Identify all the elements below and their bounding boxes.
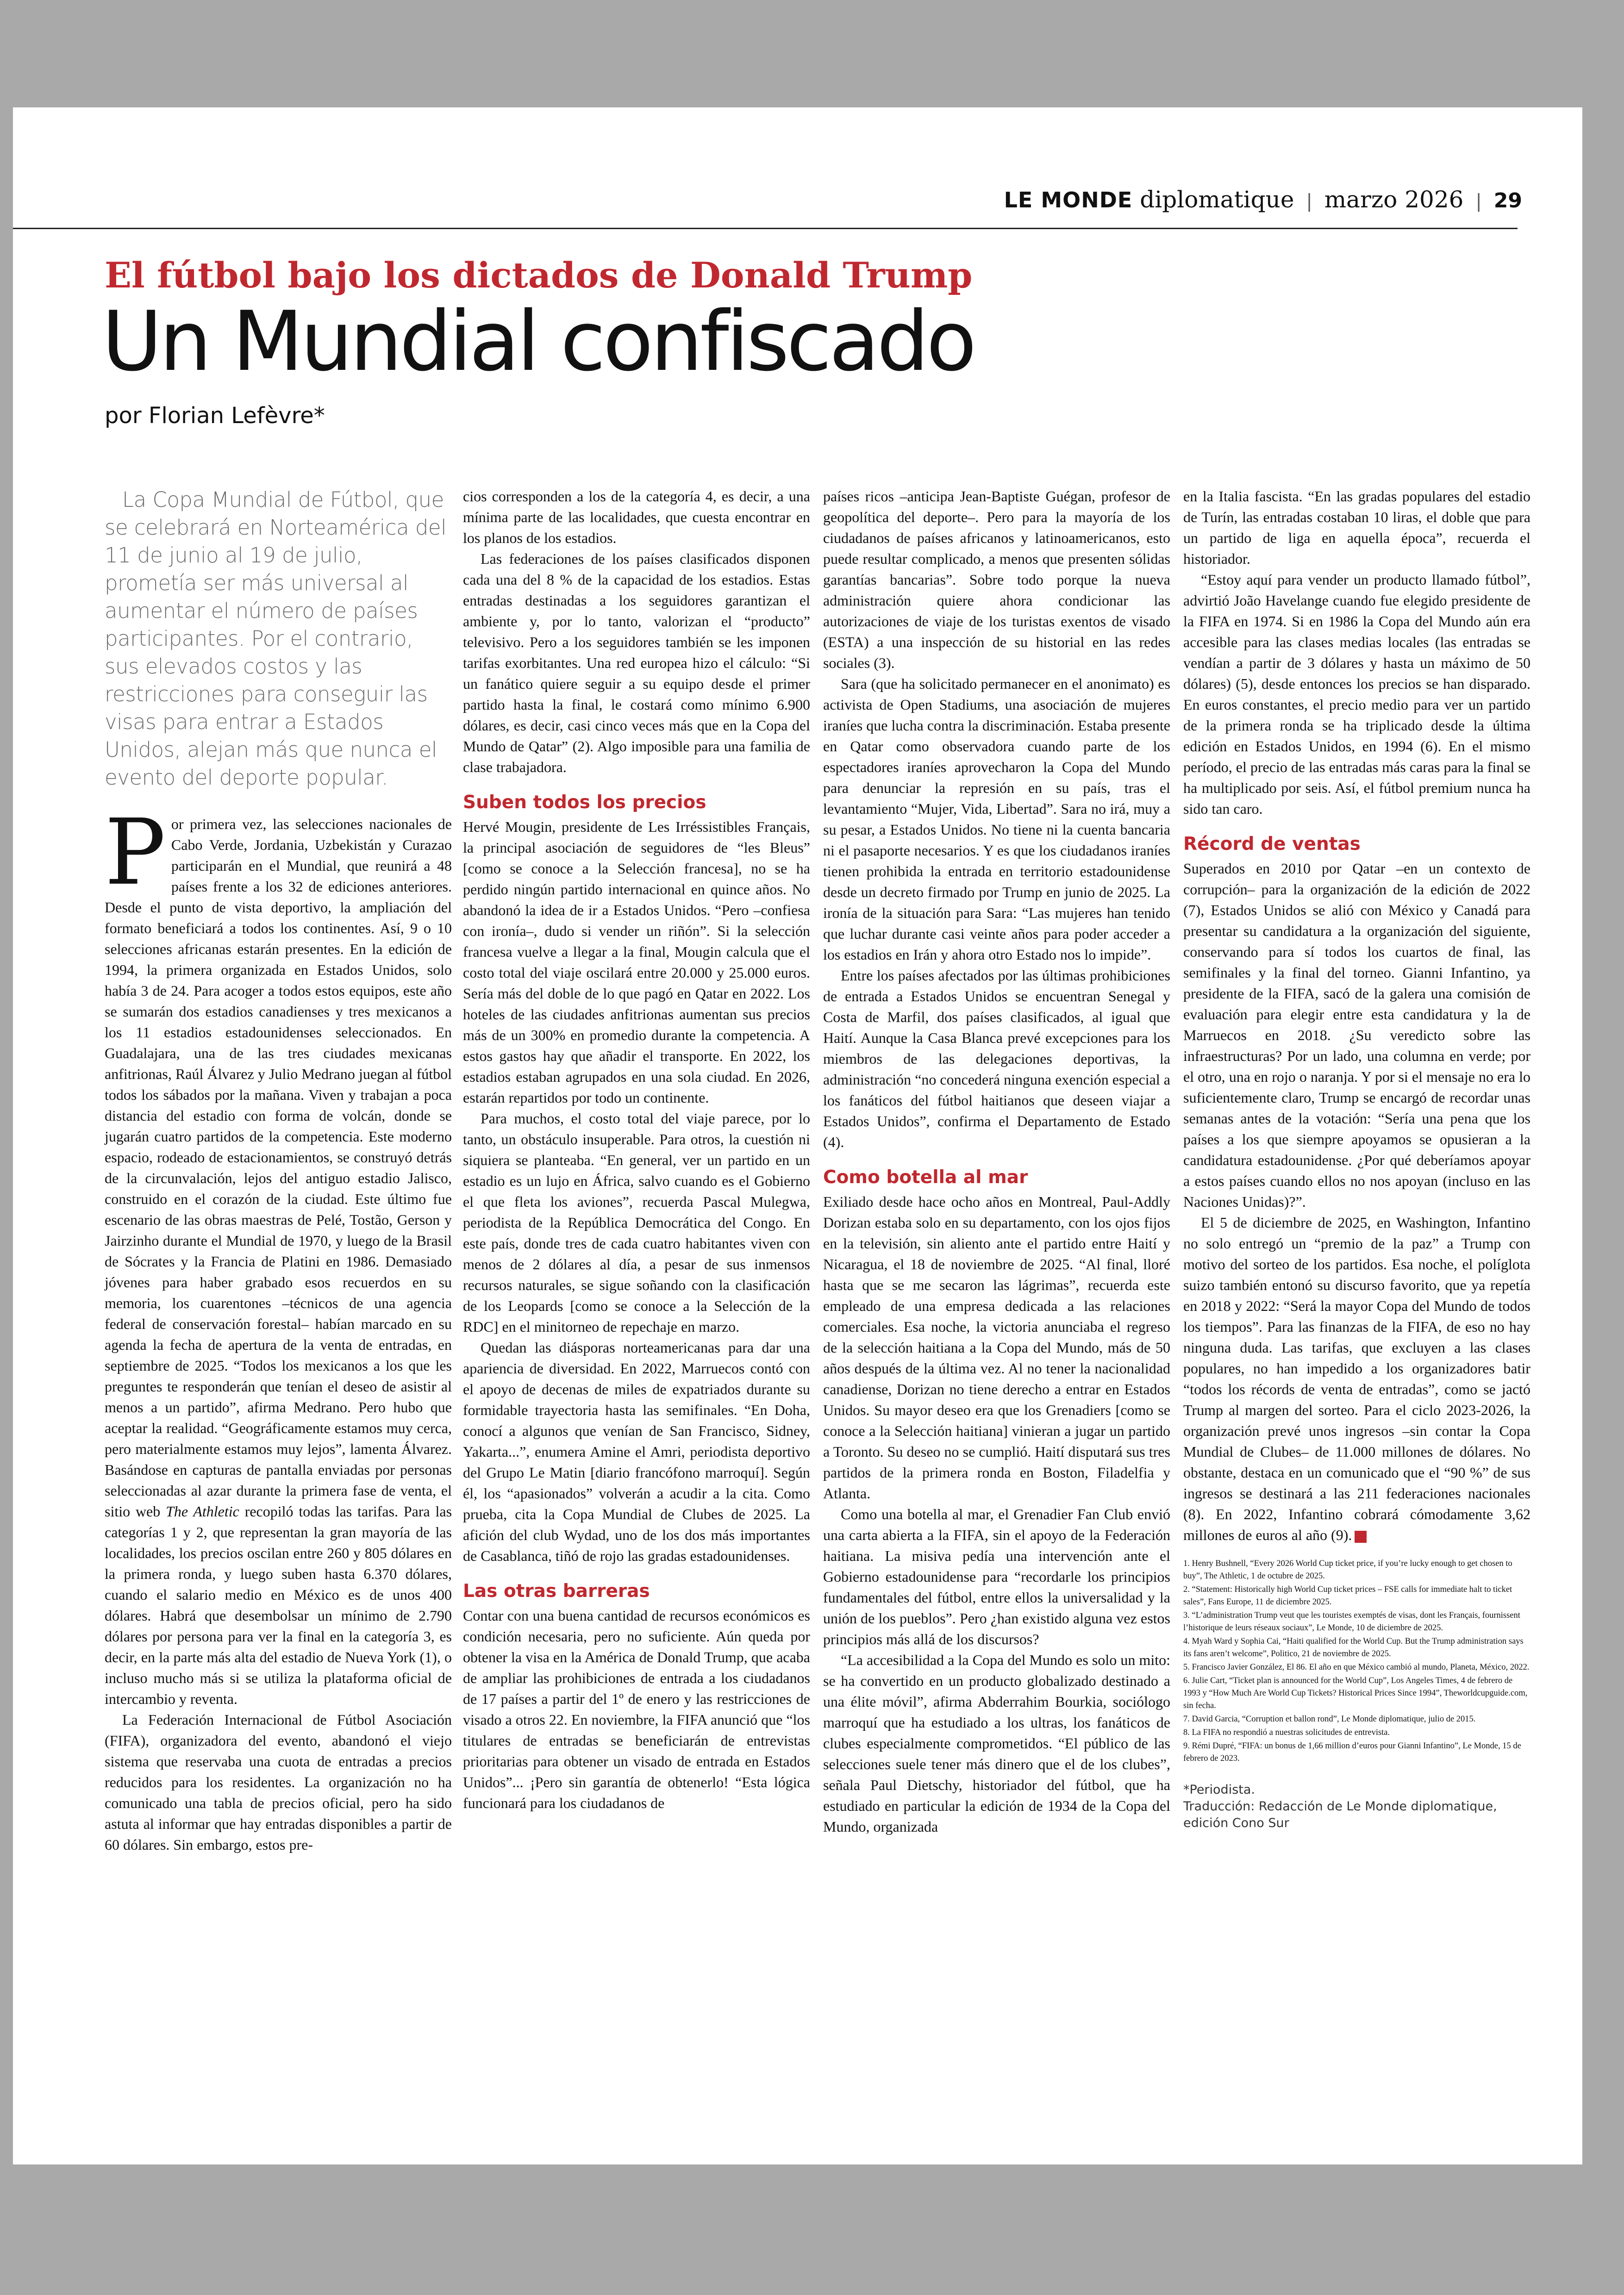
subheading: Las otras barreras [463,1581,650,1602]
masthead-separator: | [1306,191,1312,212]
footnotes [1183,1558,1530,1765]
footnote: 2. “Statement: Historically high World Cup ticket prices – FSE calls for immediate halt to ticket sales”, Fans Europe, 11 de diciembre 2025. [1183,1585,1512,1607]
article-paragraph: “Estoy aquí para vender un producto llamado fútbol”, advirtió João Havelange cuando fue elegido presidente de la FIFA en 1974. Si en 1986 la Copa del Mundo aún era accesible para las clases medias locales (las entradas se vendían a partir de 3 dólares y hasta un máximo de 50 dólares) (5), desde entonces los precios se han disparado. En euros constantes, el precio medio para ver un partido de la primera ronda se ha triplicado desde la última edición en Estados Unidos, en 1994 (6). En el mismo período, el precio de las entradas más caras para la final se ha multiplicado por seis. Así, el fútbol premium nunca ha sido tan caro. [1183,571,1530,817]
page-number: 29 [1493,189,1522,212]
masthead-name: diplomatique [1140,186,1294,213]
article-column-1 [105,486,452,1855]
end-of-article-mark [1355,1531,1367,1543]
article-paragraph: El 5 de diciembre de 2025, en Washington, Infantino no solo entregó un “premio de la paz” a Trump con motivo del sorteo de los partidos. Esa noche, el políglota suizo también entonó su discurso favorito, que ya repetía en 2018 y 2022: “Será la mayor Copa del Mundo de todos los tiempos”. Para las finanzas de la FIFA, de eso no hay ninguna duda. Las tarifas, que excluyen a las clases populares, no han impedido a los organizadores batir “todos los récords de venta de entradas”, como se jactó Trump al margen del sorteo. Para el ciclo 2023-2026, la organización prevé unos ingresos –sin contar la Copa Mundial de Clubes– de 11.000 millones de dólares. No obstante, destaca en un comunicado que el “90 %” de sus ingresos se destinará a las 211 federaciones nacionales (8). En 2022, Infantino cobrará cómodamente 3,62 millones de euros al año (9). [1183,1214,1530,1543]
article-column-3 [823,486,1170,1837]
author-note: *Periodista. [1183,1783,1255,1797]
masthead-rule [13,228,1518,229]
article-paragraph: Exiliado desde hace ocho años en Montreal, Paul-Addly Dorizan estaba solo en su departamento, con los ojos fijos en la televisión, sin aliento ante el partido entre Haití y Nicaragua, el 18 de noviembre de 2025. “Al final, lloré hasta que se me secaron las lágrimas”, recuerda este empleado de una empresa dedicada a las relaciones comerciales. Esa noche, la victoria anunciaba el regreso de la selección haitiana a la Copa del Mundo, más de 50 años después de la última vez. Al no tener la nacionalidad canadiense, Dorizan no tiene derecho a entrar en Estados Unidos. Su mayor deseo era que los Grenadiers [como se conoce a la Selección haitiana] vinieran a jugar un partido a Toronto. Su deseo no se cumplió. Haití disputará sus tres partidos de la primera ronda en Boston, Filadelfia y Atlanta. [823,1193,1170,1502]
footnote: 7. David Garcia, “Corruption et ballon rond”, Le Monde diplomatique, julio de 2015. [1183,1715,1476,1724]
subheading: Como botella al mar [823,1167,1028,1188]
masthead-date: marzo 2026 [1324,186,1464,213]
footnote: 5. Francisco Javier González, El 86. El año en que México cambió al mundo, Planeta, México, 2022. [1183,1663,1530,1672]
article-paragraph: Para muchos, el costo total del viaje parece, por lo tanto, un obstáculo insuperable. Para otros, la cuestión ni siquiera se planteaba. “En general, ver un partido en un estadio es un lujo en África, salvo cuando es el Gobierno el que fleta los aviones”, recuerda Pascal Mulegwa, periodista de la República Democrática del Congo. En este país, donde tres de cada cuatro habitantes viven con menos de 2 dólares al día, a pesar de sus inmensos recursos naturales, se sigue soñando con la clasificación de los Leopards [como se conoce a la Selección de la RDC] en el minitorneo de repechaje en marzo. [463,1110,810,1335]
footnote: 1. Henry Bushnell, “Every 2026 World Cup ticket price, if you’re lucky enough to get chosen to buy”, The Athletic, 1 de octubre de 2025. [1183,1559,1512,1581]
subheading: Récord de ventas [1183,834,1361,854]
masthead-separator: | [1475,191,1482,212]
article-paragraph: Por primera vez, las selecciones nacionales de Cabo Verde, Jordania, Uzbekistán y Curazao participarán en el Mundial, que reunirá a 48 países frente a los 32 de ediciones anteriores. Desde el punto de vista deportivo, la ampliación del formato beneficiará a todos los continentes. Así, 9 o 10 selecciones africanas estarán presentes. En la edición de 1994, la primera organizada en Estados Unidos, solo había 3 de 24. Para acoger a todos estos equipos, este año se sumarán dos estadios canadienses y tres mexicanos a los 11 estadios estadounidenses seleccionados. En Guadalajara, una de las tres ciudades mexicanas anfitrionas, Raúl Álvarez y Julio Medrano juegan al fútbol todos los sábados por la mañana. Viven y trabajan a poca distancia del estadio con forma de volcán, donde se jugarán cuatro partidos de la competencia. Este moderno espacio, rodeado de estacionamientos, se construyó detrás de la circunvalación, lejos del antiguo estadio Jalisco, construido en el corazón de la ciudad. Este último fue escenario de las obras maestras de Pelé, Tostão, Gerson y Jairzinho durante el Mundial de 1970, y luego de la Brasil de Sócrates y la Francia de Platini en 1986. Demasiado jóvenes para haber grabado esos recuerdos en su memoria, los cuarentones –técnicos de una agencia federal de conservación forestal– habían marcado en su agenda la fecha de apertura de la venta de entradas, en septiembre de 2025. “Todos los mexicanos a los que les preguntes te responderán que tenían el deseo de asistir al menos a un partido”, afirma Medrano. Pero hubo que aceptar la realidad. “Geográficamente estamos muy cerca, pero materialmente estamos muy lejos”, lamenta Álvarez. Basándose en capturas de pantalla enviadas por personas seleccionadas al azar durante la primera fase de venta, el sitio web The Athletic recopiló todas las tarifas. Para las categorías 1 y 2, que representan la gran mayoría de las localidades, los precios oscilan entre 260 y 805 dólares en la primera ronda, y luego suben hasta 6.370 dólares, cuando el salario medio en México es de unos 400 dólares. Habrá que desembolsar un mínimo de 2.790 dólares por persona para ver la final en la categoría 3, es decir, en la parte más alta del estadio de Nueva York (1), o incluso mucho más si se utiliza la plataforma oficial de intercambio y reventa. [105,800,452,1707]
article-paragraph: Hervé Mougin, presidente de Les Irréssistibles Français, la principal asociación de seguidores de “les Bleus” [como se conoce a la Selección francesa], no se ha perdido ningún partido internacional en quince años. No abandonó la idea de ir a Estados Unidos. “Pero –confiesa con ironía–, dudo si vender un riñón”. Si la selección francesa vuelve a llegar a la final, Mougin calcula que el costo total del viaje oscilará entre 20.000 y 25.000 euros. Sería más del doble de lo que pagó en Qatar en 2022. Los hoteles de las ciudades anfitrionas aumentan sus precios más de un 300% en promedio durante la competencia. A estos gastos hay que añadir el transporte. En 2022, los estadios estaban agrupados en una sola ciudad. En 2026, estarán repartidos por todo un continente. [463,818,810,1106]
article-paragraph: La Federación Internacional de Fútbol Asociación (FIFA), organizadora del evento, abandonó el viejo sistema que reservaba una cuota de entradas a precios reducidos para los residentes. La organización no ha comunicado una tabla de precios oficial, pero ha sido astuta al informar que hay entradas disponibles a partir de 60 dólares. Sin embargo, estos pre- [105,1711,452,1853]
article-column-4 [1183,486,1530,1832]
footnote: 3. “L’administration Trump veut que les touristes exemptés de visas, dont les Français, fournissent l’historique de leurs réseaux sociaux”, Le Monde, 10 de diciembre de 2025. [1183,1611,1520,1633]
footnote: 6. Julie Cart, “Ticket plan is announced for the World Cup”, Los Angeles Times, 4 de febrero de 1993 y “How Much Are World Cup Tickets? Historical Prices Since 1994”, Theworldcupguide.com, sin fecha. [1183,1676,1528,1710]
article-paragraph: Contar con una buena cantidad de recursos económicos es condición necesaria, pero no suficiente. Aún queda por obtener la visa en la América de Donald Trump, que acaba de ampliar las prohibiciones de entrada a los ciudadanos de 17 países a partir del 1º de enero y las restricciones de visado a otros 22. En noviembre, la FIFA anunció que “los titulares de entradas se beneficiarán de entrevistas prioritarias para obtener un visado de entrada en Estados Unidos”... ¡Pero sin garantía de obtenerlo! “Esta lógica funcionará para los ciudadanos de [463,1607,810,1811]
article-column-2 [463,486,810,1814]
masthead [1004,186,1522,213]
article-paragraph: Como una botella al mar, el Grenadier Fan Club envió una carta abierta a la FIFA, sin el apoyo de la Federación haitiana. La misiva pedía una intervención ante el Gobierno estadounidense para “recordarle los principios fundamentales del fútbol, entre ellos la universalidad y la unión de los pueblos”. Pero ¿han existido alguna vez estos principios más allá de los discursos? [823,1506,1170,1647]
subheading: Suben todos los precios [463,792,706,813]
author-credit [1183,1782,1530,1832]
article-paragraph: en la Italia fascista. “En las gradas populares del estadio de Turín, las entradas costaban 10 liras, el doble que para un partido de liga en aquella época”, recuerda el historiador. [1183,488,1530,567]
footnote: 8. La FIFA no respondió a nuestras solicitudes de entrevista. [1183,1728,1390,1737]
masthead-brand: LE MONDE [1004,187,1133,212]
article-byline: por Florian Lefèvre* [105,403,325,429]
article-paragraph: Las federaciones de los países clasificados disponen cada una del 8 % de la capacidad de los estadios. Estas entradas destinadas a los seguidores garantizan el ambiente y, por lo tanto, valorizan el “producto” televisivo. Pero a los seguidores también se les imponen tarifas exorbitantes. Una red europea hizo el cálculo: “Si un fanático quiere seguir a su equipo desde el primer partido hasta la final, le costará como mínimo 6.900 dólares, es decir, casi cinco veces más que en la Copa del Mundo de Qatar” (2). Algo imposible para una familia de clase trabajadora. [463,550,810,775]
drop-cap: P [105,800,166,905]
footnote: 9. Rémi Dupré, “FIFA: un bonus de 1,66 million d’euros pour Gianni Infantino”, Le Monde, 15 de febrero de 2023. [1183,1741,1521,1763]
article-kicker: El fútbol bajo los dictados de Donald Trump [105,255,973,296]
article-headline: Un Mundial confiscado [102,293,974,389]
article-paragraph: Quedan las diásporas norteamericanas para dar una apariencia de diversidad. En 2022, Marruecos contó con el apoyo de decenas de miles de expatriados durante su formidable trayectoria hasta las semifinales. “En Doha, conocí a algunos que venían de San Francisco, Sidney, Yakarta...”, enumera Amine el Amri, periodista deportivo del Grupo Le Matin [diario francófono marroquí]. Según él, los “apasionados” volverán a acudir a la cita. Como prueba, cita la Copa Mundial de Clubes de 2025. La afición del club Wydad, uno de los dos más importantes de Casablanca, tiñó de rojo las gradas estadounidenses. [463,1339,810,1564]
translation-credit: Traducción: Redacción de Le Monde diplomatique, edición Cono Sur [1183,1799,1497,1830]
article-paragraph: cios corresponden a los de la categoría 4, es decir, a una mínima parte de las localidades, que cuesta encontrar en los planos de los estadios. [463,488,810,546]
footnote: 4. Myah Ward y Sophia Cai, “Haiti qualified for the World Cup. But the Trump administration says its fans aren’t welcome”, Politico, 21 de noviembre de 2025. [1183,1637,1524,1659]
article-paragraph: países ricos –anticipa Jean-Baptiste Guégan, profesor de geopolítica del deporte–. Pero para la mayoría de los ciudadanos de países africanos y latinoamericanos, esto puede resultar complicado, a menos que presenten sólidas garantías bancarias”. Sobre todo porque la nueva administración quiere ahora condicionar las autorizaciones de viaje de los turistas exentos de visado (ESTA) a una inspección de su historial en las redes sociales (3). [823,488,1170,671]
newspaper-page [13,107,1582,2164]
article-lead: La Copa Mundial de Fútbol, que se celebrará en Norteamérica del 11 de junio al 19 de julio, prometía ser más universal al aumentar el número de países participantes. Por el contrario, sus elevados costos y las restricciones para conseguir las visas para entrar a Estados Unidos, alejan más que nunca el evento del deporte popular. [105,487,447,790]
article-paragraph: “La accesibilidad a la Copa del Mundo es solo un mito: se ha convertido en un producto globalizado destinado a una élite móvil”, afirma Abderrahim Bourkia, sociólogo marroquí que ha estudiado a los ultras, los fanáticos de clubes especialmente comprometidos. “El público de las selecciones suele tener más dinero que el de los clubes”, señala Paul Dietschy, historiador del fútbol, que ha estudiado en particular la edición de 1934 de la Copa del Mundo, organizada [823,1652,1170,1835]
article-paragraph: Sara (que ha solicitado permanecer en el anonimato) es activista de Open Stadiums, una asociación de mujeres iraníes que lucha contra la discriminación. Estaba presente en Qatar como observadora cuando parte de los espectadores iraníes aprovecharon la Copa del Mundo para denunciar la represión en su país, tras el levantamiento “Mujer, Vida, Libertad”. Sara no irá, muy a su pesar, a Estados Unidos. No tiene ni la cuenta bancaria ni el pasaporte necesarios. Y es que los ciudadanos iraníes tienen prohibida la entrada en territorio estadounidense desde un decreto firmado por Trump en junio de 2025. La ironía de la situación para Sara: “Las mujeres han tenido que luchar durante casi veinte años para poder acceder a los estadios en Irán y ahora otro Estado nos lo impide”. [823,675,1170,963]
article-paragraph: Superados en 2010 por Qatar –en un contexto de corrupción– para la organización de la edición de 2022 (7), Estados Unidos se alió con México y Canadá para presentar su candidatura a la organización del siguiente, conservando para sí todos los cuartos de final, las semifinales y la final del torneo. Gianni Infantino, ya presidente de la FIFA, sacó de la galera una comisión de evaluación para elegir entre esta candidatura y la de Marruecos en 2018. ¿Su veredicto sobre las infraestructuras? Por un lado, una columna en verde; por el otro, una en rojo o naranja. Y por si el mensaje no era lo suficientemente claro, Trump se encargó de recordar unas semanas antes de la votación: “Sería una pena que los países a los que siempre apoyamos se opusieran a la candidatura estadounidense. ¿Por qué deberíamos apoyar a estos países cuando ellos no nos apoyan (incluso en las Naciones Unidas)?”. [1183,860,1530,1210]
article-paragraph: Entre los países afectados por las últimas prohibiciones de entrada a Estados Unidos se encuentran Senegal y Costa de Marfil, dos países clasificados, al igual que Haití. Aunque la Casa Blanca prevé excepciones para los miembros de las delegaciones deportivas, la administración “no concederá ninguna exención especial a los fanáticos del fútbol haitianos que deseen viajar a Estados Unidos”, confirma el Departamento de Estado (4). [823,967,1170,1150]
